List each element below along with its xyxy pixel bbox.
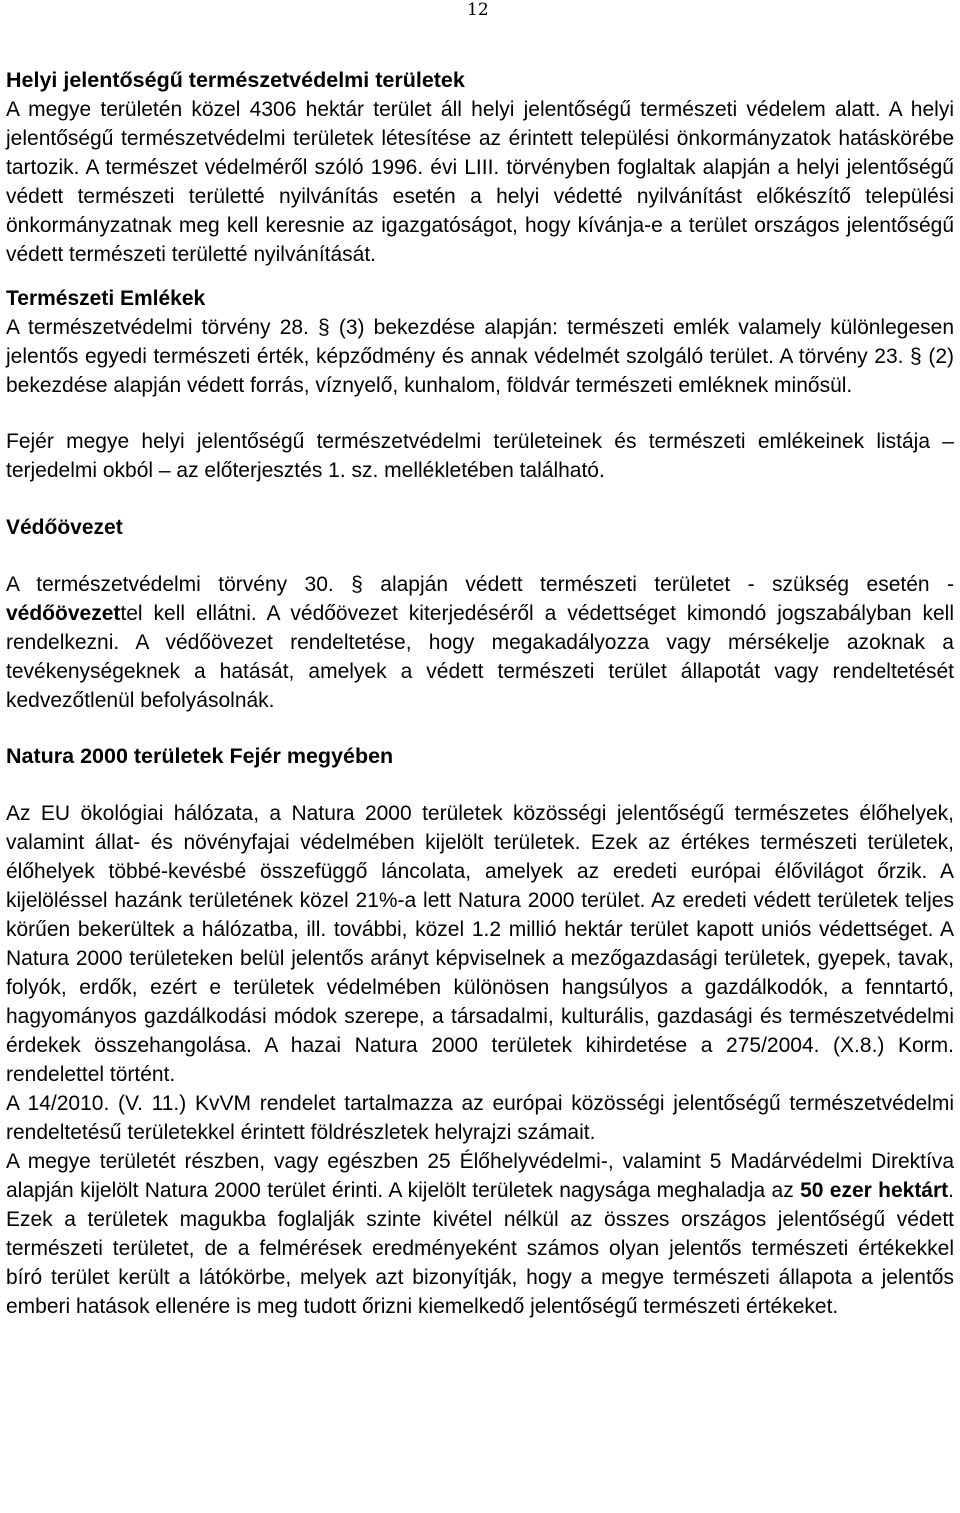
page-number: 12 <box>467 0 489 20</box>
buffer-zone-bold-term: védőövezet <box>6 602 121 625</box>
spacer <box>6 542 954 570</box>
natura-3-bold-area: 50 ezer hektárt <box>800 1179 949 1202</box>
paragraph-local-protected-areas: A megye területén közel 4306 hektár terület áll helyi jelentőségű természeti védelem alatt. A helyi jelentőségű természetvédelmi területek létesítése az érintett települési önkormányzatok hatáskörébe tartozik. A természet védelméről szóló 1996. évi LIII. törvényben foglaltak alapján a helyi jelentőségű védett természeti területté nyilvánítás esetén a helyi védetté nyilvánítást előkészítő települési önkormányzatnak meg kell keresnie az igazgatóságot, hogy kívánja-e a terület országos jelentőségű védett természeti területté nyilvánítását. <box>6 98 954 266</box>
spacer <box>6 485 954 513</box>
buffer-zone-text-1: A természetvédelmi törvény 30. § alapján védett természeti területet - szükség esetén - <box>6 573 954 596</box>
paragraph-fejer-list: Fejér megye helyi jelentőségű természetvédelmi területeinek és természeti emlékeinek listája – terjedelmi okból – az előterjesztés 1. sz. mellékletében található. <box>6 430 954 482</box>
spacer <box>6 400 954 427</box>
paragraph-natural-monuments: A természetvédelmi törvény 28. § (3) bekezdése alapján: természeti emlék valamely különlegesen jelentős egyedi természeti érték, képződmény és annak védelmét szolgáló terület. A törvény 23. § (2) bekezdése alapján védett forrás, víznyelő, kunhalom, földvár természeti emléknek minősül. <box>6 316 954 397</box>
paragraph-buffer-zone <box>6 570 954 715</box>
spacer <box>6 269 954 284</box>
natura-3-text-1: A megye területét részben, vagy egészben 25 Élőhelyvédelmi-, valamint 5 Madárvédelmi Direktíva alapján kijelölt Natura 2000 terület érinti. A kijelölt területek nagysága meghaladja az <box>6 1150 954 1202</box>
document-body <box>6 66 954 1321</box>
paragraph-natura-3 <box>6 1147 954 1321</box>
buffer-zone-text-2: tel kell ellátni. A védőövezet kiterjedéséről a védettséget kimondó jogszabályban kell rendelkezni. A védőövezet rendeltetése, hogy megakadályozza vagy mérsékelje azoknak a tevékenységeknek a hatását, amelyek a védett természeti terület állapotát vagy rendeltetését kedvezőtlenül befolyásolnák. <box>6 602 954 712</box>
heading-local-protected-areas: Helyi jelentőségű természetvédelmi területek <box>6 68 465 92</box>
paragraph-natura-1: Az EU ökológiai hálózata, a Natura 2000 területek közösségi jelentőségű természetes élőhelyek, valamint állat- és növényfajai védelmében kijelölt területek. Ezek az értékes természeti területek, élőhelyek többé-kevésbé összefüggő láncolata, amelyek az eredeti európai élővilágot őrzik. A kijelöléssel hazánk területének közel 21%-a lett Natura 2000 terület. Az eredeti védett területek teljes körűen bekerültek a hálózatba, ill. további, közel 1.2 millió hektár terület kapott uniós védettséget. A Natura 2000 területeken belül jelentős arányt képviselnek a mezőgazdasági területek, gyepek, tavak, folyók, erdők, ezért e területek védelmében különösen hangsúlyos a gazdálkodók, a fenntartó, hagyományos gazdálkodási módok szerepe, a társadalmi, kulturális, gazdasági és természetvédelmi érdekek összehangolása. A hazai Natura 2000 területek kihirdetése a 275/2004. (X.8.) Korm. rendelettel történt. <box>6 802 954 1086</box>
spacer <box>6 715 954 742</box>
natura-3-text-2: . Ezek a területek magukba foglalják szinte kivétel nélkül az összes országos jelentőségű védett természeti területet, de a felmérések eredményeként számos olyan jelentős természeti értékekkel bíró terület került a látókörbe, melyek azt bizonyítják, hogy a megye természeti állapota a jelentős emberi hatások ellenére is meg tudott őrizni kiemelkedő jelentőségű természeti értékeket. <box>6 1179 954 1318</box>
heading-natura-2000: Natura 2000 területek Fejér megyében <box>6 744 394 768</box>
heading-natural-monuments: Természeti Emlékek <box>6 287 206 310</box>
spacer <box>6 771 954 799</box>
paragraph-natura-2: A 14/2010. (V. 11.) KvVM rendelet tartalmazza az európai közösségi jelentőségű természetvédelmi rendeltetésű területekkel érintett földrészletek helyrajzi számait. <box>6 1092 954 1144</box>
heading-buffer-zone: Védőövezet <box>6 516 123 539</box>
